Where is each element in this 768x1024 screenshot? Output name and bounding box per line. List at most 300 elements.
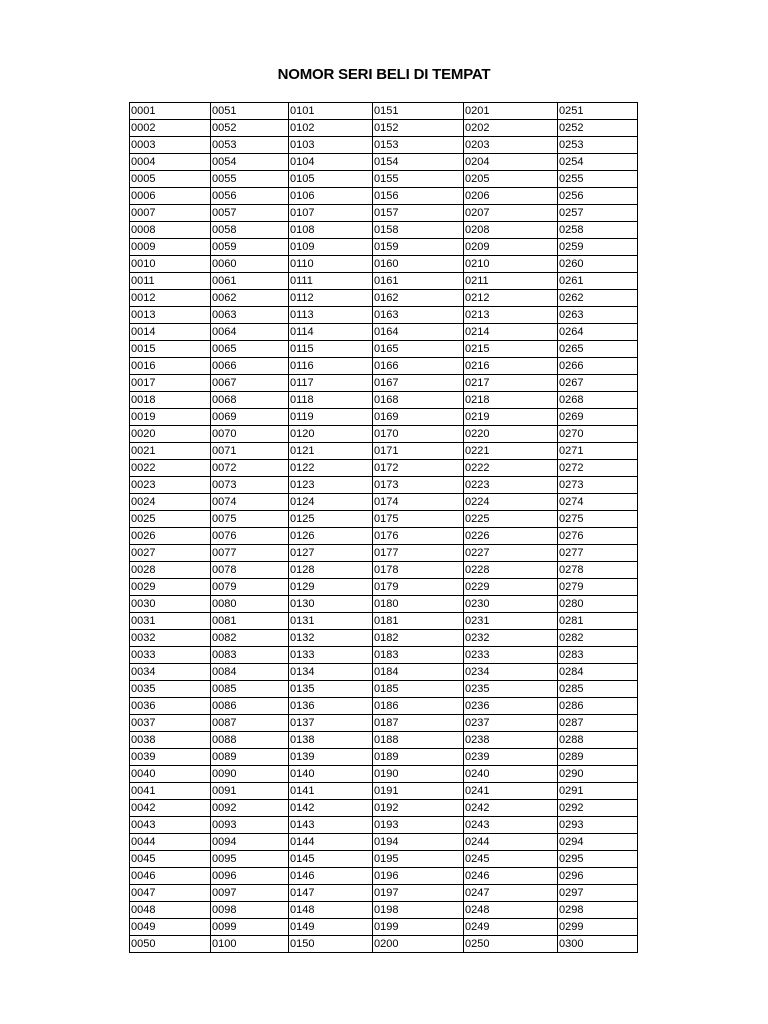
serial-number-cell: 0178 bbox=[373, 562, 464, 579]
serial-number-cell: 0181 bbox=[373, 613, 464, 630]
serial-number-cell: 0008 bbox=[130, 222, 211, 239]
table-row bbox=[130, 868, 638, 885]
serial-number-cell: 0177 bbox=[373, 545, 464, 562]
serial-number-cell: 0299 bbox=[558, 919, 638, 936]
serial-number-cell: 0009 bbox=[130, 239, 211, 256]
serial-number-cell: 0273 bbox=[558, 477, 638, 494]
serial-number-cell: 0044 bbox=[130, 834, 211, 851]
serial-number-cell: 0054 bbox=[211, 154, 289, 171]
serial-number-cell: 0209 bbox=[464, 239, 558, 256]
serial-number-cell: 0089 bbox=[211, 749, 289, 766]
serial-number-cell: 0110 bbox=[289, 256, 373, 273]
serial-number-cell: 0280 bbox=[558, 596, 638, 613]
table-row bbox=[130, 766, 638, 783]
serial-number-cell: 0033 bbox=[130, 647, 211, 664]
serial-number-cell: 0027 bbox=[130, 545, 211, 562]
table-row bbox=[130, 188, 638, 205]
serial-number-cell: 0279 bbox=[558, 579, 638, 596]
serial-number-cell: 0194 bbox=[373, 834, 464, 851]
serial-number-cell: 0012 bbox=[130, 290, 211, 307]
serial-number-cell: 0050 bbox=[130, 936, 211, 953]
serial-number-cell: 0291 bbox=[558, 783, 638, 800]
serial-number-cell: 0210 bbox=[464, 256, 558, 273]
serial-number-cell: 0293 bbox=[558, 817, 638, 834]
serial-number-cell: 0099 bbox=[211, 919, 289, 936]
serial-number-cell: 0129 bbox=[289, 579, 373, 596]
serial-number-cell: 0024 bbox=[130, 494, 211, 511]
serial-number-cell: 0053 bbox=[211, 137, 289, 154]
serial-number-cell: 0095 bbox=[211, 851, 289, 868]
serial-number-cell: 0017 bbox=[130, 375, 211, 392]
serial-number-cell: 0031 bbox=[130, 613, 211, 630]
serial-number-cell: 0268 bbox=[558, 392, 638, 409]
serial-number-cell: 0068 bbox=[211, 392, 289, 409]
serial-number-cell: 0232 bbox=[464, 630, 558, 647]
serial-number-cell: 0125 bbox=[289, 511, 373, 528]
serial-number-cell: 0026 bbox=[130, 528, 211, 545]
serial-number-cell: 0219 bbox=[464, 409, 558, 426]
serial-number-cell: 0285 bbox=[558, 681, 638, 698]
serial-number-cell: 0192 bbox=[373, 800, 464, 817]
serial-number-cell: 0189 bbox=[373, 749, 464, 766]
serial-number-cell: 0120 bbox=[289, 426, 373, 443]
serial-number-cell: 0101 bbox=[289, 103, 373, 120]
serial-number-cell: 0096 bbox=[211, 868, 289, 885]
serial-number-cell: 0139 bbox=[289, 749, 373, 766]
serial-number-cell: 0193 bbox=[373, 817, 464, 834]
serial-number-cell: 0112 bbox=[289, 290, 373, 307]
serial-number-cell: 0236 bbox=[464, 698, 558, 715]
serial-number-cell: 0103 bbox=[289, 137, 373, 154]
serial-number-cell: 0146 bbox=[289, 868, 373, 885]
serial-number-cell: 0256 bbox=[558, 188, 638, 205]
serial-number-cell: 0047 bbox=[130, 885, 211, 902]
serial-number-cell: 0028 bbox=[130, 562, 211, 579]
serial-number-cell: 0056 bbox=[211, 188, 289, 205]
serial-number-cell: 0064 bbox=[211, 324, 289, 341]
serial-number-cell: 0172 bbox=[373, 460, 464, 477]
serial-number-cell: 0230 bbox=[464, 596, 558, 613]
serial-number-cell: 0171 bbox=[373, 443, 464, 460]
serial-number-cell: 0052 bbox=[211, 120, 289, 137]
serial-number-cell: 0184 bbox=[373, 664, 464, 681]
serial-number-cell: 0088 bbox=[211, 732, 289, 749]
serial-number-cell: 0048 bbox=[130, 902, 211, 919]
table-row bbox=[130, 800, 638, 817]
serial-number-cell: 0202 bbox=[464, 120, 558, 137]
serial-number-cell: 0123 bbox=[289, 477, 373, 494]
serial-number-cell: 0295 bbox=[558, 851, 638, 868]
serial-number-cell: 0121 bbox=[289, 443, 373, 460]
serial-number-cell: 0042 bbox=[130, 800, 211, 817]
serial-number-cell: 0041 bbox=[130, 783, 211, 800]
serial-number-cell: 0011 bbox=[130, 273, 211, 290]
serial-number-cell: 0114 bbox=[289, 324, 373, 341]
serial-number-cell: 0079 bbox=[211, 579, 289, 596]
table-row bbox=[130, 732, 638, 749]
serial-number-cell: 0074 bbox=[211, 494, 289, 511]
serial-number-cell: 0242 bbox=[464, 800, 558, 817]
serial-number-cell: 0190 bbox=[373, 766, 464, 783]
table-row bbox=[130, 902, 638, 919]
serial-number-cell: 0049 bbox=[130, 919, 211, 936]
serial-number-cell: 0020 bbox=[130, 426, 211, 443]
serial-number-cell: 0081 bbox=[211, 613, 289, 630]
serial-number-cell: 0075 bbox=[211, 511, 289, 528]
serial-number-cell: 0274 bbox=[558, 494, 638, 511]
serial-number-cell: 0018 bbox=[130, 392, 211, 409]
serial-number-cell: 0084 bbox=[211, 664, 289, 681]
serial-number-cell: 0196 bbox=[373, 868, 464, 885]
serial-number-cell: 0060 bbox=[211, 256, 289, 273]
serial-number-cell: 0208 bbox=[464, 222, 558, 239]
serial-number-cell: 0082 bbox=[211, 630, 289, 647]
serial-number-cell: 0173 bbox=[373, 477, 464, 494]
serial-number-cell: 0147 bbox=[289, 885, 373, 902]
serial-number-cell: 0109 bbox=[289, 239, 373, 256]
serial-number-cell: 0166 bbox=[373, 358, 464, 375]
serial-number-cell: 0106 bbox=[289, 188, 373, 205]
serial-number-cell: 0004 bbox=[130, 154, 211, 171]
serial-number-cell: 0223 bbox=[464, 477, 558, 494]
serial-number-cell: 0140 bbox=[289, 766, 373, 783]
serial-number-cell: 0264 bbox=[558, 324, 638, 341]
serial-number-cell: 0128 bbox=[289, 562, 373, 579]
serial-number-cell: 0105 bbox=[289, 171, 373, 188]
serial-number-cell: 0233 bbox=[464, 647, 558, 664]
table-row bbox=[130, 681, 638, 698]
serial-number-cell: 0286 bbox=[558, 698, 638, 715]
serial-number-cell: 0116 bbox=[289, 358, 373, 375]
serial-number-cell: 0025 bbox=[130, 511, 211, 528]
serial-number-cell: 0237 bbox=[464, 715, 558, 732]
serial-number-cell: 0292 bbox=[558, 800, 638, 817]
table-row bbox=[130, 120, 638, 137]
serial-number-cell: 0160 bbox=[373, 256, 464, 273]
table-row bbox=[130, 579, 638, 596]
serial-number-cell: 0035 bbox=[130, 681, 211, 698]
serial-number-cell: 0039 bbox=[130, 749, 211, 766]
serial-number-cell: 0131 bbox=[289, 613, 373, 630]
table-row bbox=[130, 341, 638, 358]
table-row bbox=[130, 698, 638, 715]
serial-number-cell: 0252 bbox=[558, 120, 638, 137]
serial-number-cell: 0245 bbox=[464, 851, 558, 868]
serial-number-cell: 0176 bbox=[373, 528, 464, 545]
table-row bbox=[130, 715, 638, 732]
table-row bbox=[130, 273, 638, 290]
serial-number-cell: 0111 bbox=[289, 273, 373, 290]
table-row bbox=[130, 392, 638, 409]
table-row bbox=[130, 205, 638, 222]
serial-number-cell: 0262 bbox=[558, 290, 638, 307]
serial-number-cell: 0107 bbox=[289, 205, 373, 222]
serial-number-cell: 0159 bbox=[373, 239, 464, 256]
serial-number-cell: 0077 bbox=[211, 545, 289, 562]
serial-number-cell: 0136 bbox=[289, 698, 373, 715]
serial-number-cell: 0113 bbox=[289, 307, 373, 324]
serial-number-cell: 0117 bbox=[289, 375, 373, 392]
serial-number-cell: 0010 bbox=[130, 256, 211, 273]
serial-number-cell: 0227 bbox=[464, 545, 558, 562]
serial-number-cell: 0007 bbox=[130, 205, 211, 222]
table-row bbox=[130, 851, 638, 868]
serial-number-cell: 0290 bbox=[558, 766, 638, 783]
serial-number-cell: 0257 bbox=[558, 205, 638, 222]
serial-number-cell: 0198 bbox=[373, 902, 464, 919]
serial-number-cell: 0034 bbox=[130, 664, 211, 681]
serial-number-cell: 0154 bbox=[373, 154, 464, 171]
serial-number-cell: 0023 bbox=[130, 477, 211, 494]
serial-number-cell: 0067 bbox=[211, 375, 289, 392]
serial-number-cell: 0175 bbox=[373, 511, 464, 528]
serial-number-cell: 0211 bbox=[464, 273, 558, 290]
serial-number-cell: 0298 bbox=[558, 902, 638, 919]
table-row bbox=[130, 834, 638, 851]
serial-number-cell: 0241 bbox=[464, 783, 558, 800]
serial-number-cell: 0127 bbox=[289, 545, 373, 562]
serial-number-cell: 0225 bbox=[464, 511, 558, 528]
serial-number-cell: 0244 bbox=[464, 834, 558, 851]
serial-number-cell: 0094 bbox=[211, 834, 289, 851]
serial-number-cell: 0221 bbox=[464, 443, 558, 460]
serial-number-cell: 0207 bbox=[464, 205, 558, 222]
serial-number-cell: 0199 bbox=[373, 919, 464, 936]
serial-number-cell: 0019 bbox=[130, 409, 211, 426]
serial-number-cell: 0003 bbox=[130, 137, 211, 154]
serial-number-cell: 0163 bbox=[373, 307, 464, 324]
serial-number-cell: 0069 bbox=[211, 409, 289, 426]
serial-number-cell: 0032 bbox=[130, 630, 211, 647]
serial-number-cell: 0278 bbox=[558, 562, 638, 579]
serial-number-cell: 0240 bbox=[464, 766, 558, 783]
serial-number-cell: 0263 bbox=[558, 307, 638, 324]
table-row bbox=[130, 528, 638, 545]
serial-number-cell: 0100 bbox=[211, 936, 289, 953]
serial-number-cell: 0104 bbox=[289, 154, 373, 171]
serial-number-cell: 0254 bbox=[558, 154, 638, 171]
serial-number-cell: 0156 bbox=[373, 188, 464, 205]
serial-number-cell: 0234 bbox=[464, 664, 558, 681]
serial-number-cell: 0065 bbox=[211, 341, 289, 358]
serial-number-cell: 0161 bbox=[373, 273, 464, 290]
table-row bbox=[130, 664, 638, 681]
serial-number-cell: 0214 bbox=[464, 324, 558, 341]
serial-number-cell: 0153 bbox=[373, 137, 464, 154]
serial-table-body bbox=[130, 103, 638, 953]
serial-number-cell: 0059 bbox=[211, 239, 289, 256]
serial-number-cell: 0271 bbox=[558, 443, 638, 460]
serial-number-cell: 0006 bbox=[130, 188, 211, 205]
serial-number-cell: 0283 bbox=[558, 647, 638, 664]
serial-number-cell: 0288 bbox=[558, 732, 638, 749]
serial-number-cell: 0145 bbox=[289, 851, 373, 868]
serial-number-cell: 0200 bbox=[373, 936, 464, 953]
serial-number-cell: 0138 bbox=[289, 732, 373, 749]
serial-number-cell: 0076 bbox=[211, 528, 289, 545]
serial-number-cell: 0255 bbox=[558, 171, 638, 188]
serial-number-cell: 0165 bbox=[373, 341, 464, 358]
serial-number-cell: 0218 bbox=[464, 392, 558, 409]
serial-number-cell: 0180 bbox=[373, 596, 464, 613]
serial-number-cell: 0022 bbox=[130, 460, 211, 477]
serial-number-cell: 0249 bbox=[464, 919, 558, 936]
serial-number-cell: 0277 bbox=[558, 545, 638, 562]
serial-number-cell: 0078 bbox=[211, 562, 289, 579]
serial-number-cell: 0040 bbox=[130, 766, 211, 783]
serial-number-cell: 0248 bbox=[464, 902, 558, 919]
serial-number-cell: 0212 bbox=[464, 290, 558, 307]
table-row bbox=[130, 562, 638, 579]
serial-number-cell: 0043 bbox=[130, 817, 211, 834]
serial-number-cell: 0134 bbox=[289, 664, 373, 681]
serial-number-cell: 0151 bbox=[373, 103, 464, 120]
serial-number-cell: 0144 bbox=[289, 834, 373, 851]
serial-number-cell: 0282 bbox=[558, 630, 638, 647]
serial-number-cell: 0086 bbox=[211, 698, 289, 715]
serial-number-cell: 0097 bbox=[211, 885, 289, 902]
serial-number-cell: 0087 bbox=[211, 715, 289, 732]
serial-number-cell: 0016 bbox=[130, 358, 211, 375]
serial-number-cell: 0135 bbox=[289, 681, 373, 698]
serial-number-cell: 0038 bbox=[130, 732, 211, 749]
serial-number-cell: 0251 bbox=[558, 103, 638, 120]
table-row bbox=[130, 885, 638, 902]
serial-number-cell: 0157 bbox=[373, 205, 464, 222]
serial-number-cell: 0133 bbox=[289, 647, 373, 664]
serial-number-cell: 0270 bbox=[558, 426, 638, 443]
table-row bbox=[130, 375, 638, 392]
serial-number-cell: 0197 bbox=[373, 885, 464, 902]
serial-number-cell: 0201 bbox=[464, 103, 558, 120]
serial-number-cell: 0284 bbox=[558, 664, 638, 681]
serial-number-cell: 0162 bbox=[373, 290, 464, 307]
serial-number-cell: 0222 bbox=[464, 460, 558, 477]
serial-number-cell: 0183 bbox=[373, 647, 464, 664]
serial-number-cell: 0083 bbox=[211, 647, 289, 664]
serial-number-cell: 0300 bbox=[558, 936, 638, 953]
table-row bbox=[130, 137, 638, 154]
table-row bbox=[130, 307, 638, 324]
serial-number-cell: 0220 bbox=[464, 426, 558, 443]
serial-number-cell: 0102 bbox=[289, 120, 373, 137]
table-row bbox=[130, 443, 638, 460]
serial-number-cell: 0182 bbox=[373, 630, 464, 647]
serial-number-cell: 0261 bbox=[558, 273, 638, 290]
serial-number-cell: 0141 bbox=[289, 783, 373, 800]
serial-number-cell: 0063 bbox=[211, 307, 289, 324]
serial-number-cell: 0057 bbox=[211, 205, 289, 222]
serial-number-cell: 0167 bbox=[373, 375, 464, 392]
serial-number-cell: 0203 bbox=[464, 137, 558, 154]
serial-number-cell: 0179 bbox=[373, 579, 464, 596]
serial-number-cell: 0015 bbox=[130, 341, 211, 358]
table-row bbox=[130, 256, 638, 273]
table-row bbox=[130, 426, 638, 443]
serial-number-cell: 0132 bbox=[289, 630, 373, 647]
serial-number-cell: 0185 bbox=[373, 681, 464, 698]
serial-number-cell: 0206 bbox=[464, 188, 558, 205]
serial-number-cell: 0174 bbox=[373, 494, 464, 511]
serial-number-cell: 0118 bbox=[289, 392, 373, 409]
table-row bbox=[130, 596, 638, 613]
page-title: NOMOR SERI BELI DI TEMPAT bbox=[277, 66, 491, 83]
table-row bbox=[130, 919, 638, 936]
serial-number-cell: 0297 bbox=[558, 885, 638, 902]
serial-number-cell: 0215 bbox=[464, 341, 558, 358]
serial-number-cell: 0158 bbox=[373, 222, 464, 239]
serial-number-cell: 0258 bbox=[558, 222, 638, 239]
serial-number-cell: 0122 bbox=[289, 460, 373, 477]
serial-number-cell: 0246 bbox=[464, 868, 558, 885]
serial-number-cell: 0124 bbox=[289, 494, 373, 511]
serial-number-cell: 0130 bbox=[289, 596, 373, 613]
serial-number-cell: 0085 bbox=[211, 681, 289, 698]
serial-number-cell: 0239 bbox=[464, 749, 558, 766]
serial-number-cell: 0187 bbox=[373, 715, 464, 732]
table-row bbox=[130, 511, 638, 528]
serial-number-cell: 0073 bbox=[211, 477, 289, 494]
table-row bbox=[130, 936, 638, 953]
serial-number-cell: 0260 bbox=[558, 256, 638, 273]
serial-number-cell: 0259 bbox=[558, 239, 638, 256]
serial-number-cell: 0235 bbox=[464, 681, 558, 698]
serial-number-cell: 0204 bbox=[464, 154, 558, 171]
serial-number-cell: 0267 bbox=[558, 375, 638, 392]
serial-number-cell: 0091 bbox=[211, 783, 289, 800]
serial-number-cell: 0231 bbox=[464, 613, 558, 630]
table-row bbox=[130, 477, 638, 494]
table-row bbox=[130, 171, 638, 188]
serial-number-cell: 0228 bbox=[464, 562, 558, 579]
serial-number-cell: 0150 bbox=[289, 936, 373, 953]
serial-number-table bbox=[129, 102, 638, 953]
table-row bbox=[130, 290, 638, 307]
serial-number-cell: 0272 bbox=[558, 460, 638, 477]
serial-number-cell: 0137 bbox=[289, 715, 373, 732]
serial-number-cell: 0108 bbox=[289, 222, 373, 239]
serial-number-cell: 0037 bbox=[130, 715, 211, 732]
serial-number-cell: 0126 bbox=[289, 528, 373, 545]
serial-number-cell: 0066 bbox=[211, 358, 289, 375]
serial-number-cell: 0098 bbox=[211, 902, 289, 919]
serial-number-cell: 0205 bbox=[464, 171, 558, 188]
table-row bbox=[130, 154, 638, 171]
serial-number-cell: 0072 bbox=[211, 460, 289, 477]
serial-number-cell: 0287 bbox=[558, 715, 638, 732]
serial-number-cell: 0014 bbox=[130, 324, 211, 341]
serial-number-cell: 0229 bbox=[464, 579, 558, 596]
serial-number-cell: 0093 bbox=[211, 817, 289, 834]
serial-number-cell: 0002 bbox=[130, 120, 211, 137]
serial-number-cell: 0030 bbox=[130, 596, 211, 613]
table-row bbox=[130, 222, 638, 239]
table-row bbox=[130, 324, 638, 341]
serial-number-cell: 0186 bbox=[373, 698, 464, 715]
serial-number-cell: 0051 bbox=[211, 103, 289, 120]
serial-number-cell: 0029 bbox=[130, 579, 211, 596]
serial-number-cell: 0224 bbox=[464, 494, 558, 511]
table-row bbox=[130, 817, 638, 834]
table-row bbox=[130, 460, 638, 477]
serial-number-cell: 0115 bbox=[289, 341, 373, 358]
table-row bbox=[130, 749, 638, 766]
serial-number-cell: 0195 bbox=[373, 851, 464, 868]
table-row bbox=[130, 647, 638, 664]
serial-number-cell: 0265 bbox=[558, 341, 638, 358]
table-row bbox=[130, 358, 638, 375]
table-row bbox=[130, 409, 638, 426]
